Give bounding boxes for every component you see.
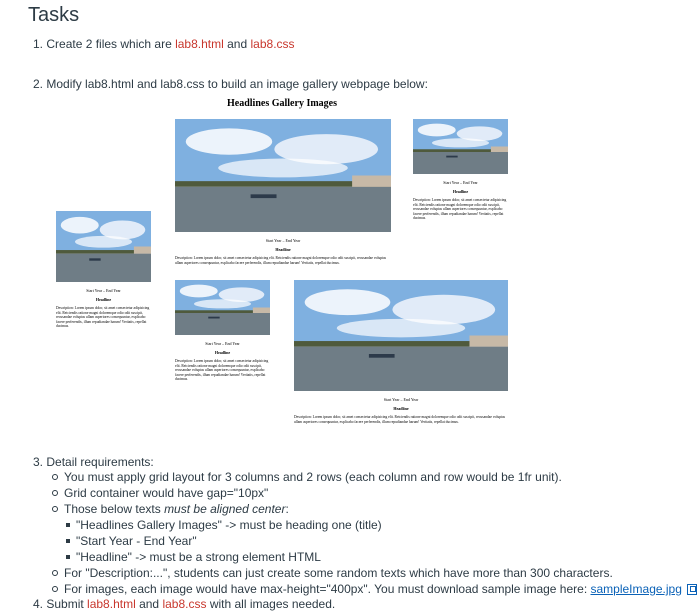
requirement-text: For images, each image would have max-height="400px". You must download sample image here: [64, 582, 591, 596]
bullet [66, 539, 70, 543]
card-headline: Headline [275, 247, 291, 252]
step-number: 1. [33, 37, 44, 51]
sub-requirement-item [66, 518, 382, 532]
step-text: Submit [46, 597, 88, 611]
file-name-html: lab8.html [175, 37, 224, 51]
requirement-text: Grid container would have gap="10px" [64, 486, 269, 500]
card-dates: Start Year – End Year [443, 180, 478, 185]
step-3 [33, 455, 154, 469]
download-icon[interactable] [687, 584, 697, 595]
bullet [52, 490, 58, 496]
requirement-text: : [285, 502, 289, 516]
card-description: Description: Lorem ipsum dolor, sit amet consectetur adipisicing elit. Reiciendis ratione magni doloremque odio odit suscipit, recusandae voluptas ullam asperiores consequuntur, explicabo facere perferendis, illum repudiandae harum! Veritatis, repellat ducimus. [175, 256, 387, 265]
gallery-card [175, 119, 391, 265]
sub-requirement-item [66, 534, 197, 548]
step-number: 4. [33, 597, 44, 611]
gallery-card [56, 211, 151, 329]
bullet [52, 586, 58, 592]
step-text: Create 2 files which are [46, 37, 176, 51]
card-description: Description: Lorem ipsum dolor, sit amet consectetur adipisicing elit. Reiciendis ratione magni doloremque odio odit suscipit, recusandae voluptas ullam asperiores consequuntur, explicabo facere perferendis, illum repudiandae harum! Veritatis, repellat ducimus. [294, 415, 506, 424]
bullet [66, 523, 70, 527]
emphasis-text: must be aligned center [164, 502, 286, 516]
card-dates: Start Year – End Year [383, 397, 419, 402]
gallery-photo [175, 280, 270, 335]
card-dates: Start Year – End Year [86, 288, 121, 293]
sub-requirement-text: "Start Year - End Year" [76, 534, 197, 548]
gallery-title: Headlines Gallery Images [227, 98, 337, 109]
step-text: with all images needed. [206, 597, 336, 611]
step-4 [33, 597, 335, 611]
step-text: Modify lab8.html and lab8.css to build an image gallery webpage below: [46, 77, 428, 91]
gallery-photo [413, 119, 508, 174]
bullet [52, 474, 58, 480]
file-name-css: lab8.css [250, 37, 295, 51]
step-2 [33, 77, 428, 91]
sub-requirement-item [66, 550, 321, 564]
card-dates: Start Year – End Year [205, 341, 240, 346]
card-description: Description: Lorem ipsum dolor, sit amet consectetur adipisicing elit. Reiciendis ratione magni doloremque odio odit suscipit, recusandae voluptas ullam asperiores consequuntur, explicabo facere perferendis, illum repudiandae harum! Veritatis, repellat ducimus. [56, 306, 150, 329]
requirement-item [52, 486, 268, 500]
card-headline: Headline [95, 297, 112, 302]
page-title: Tasks [28, 4, 80, 26]
gallery-photo [56, 211, 151, 282]
bullet [52, 506, 58, 512]
card-headline: Headline [452, 189, 469, 194]
requirement-item [52, 582, 697, 596]
conjunction: and [135, 597, 163, 611]
sample-image-link[interactable]: sampleImage.jpg [590, 582, 682, 596]
step-number: 2. [33, 77, 44, 91]
sub-requirement-text: "Headlines Gallery Images" -> must be heading one (title) [76, 518, 382, 532]
gallery-card [413, 119, 508, 221]
requirement-text: For "Description:...", students can just create some random texts which have more than 300 characters. [64, 566, 613, 580]
gallery-preview [0, 90, 628, 435]
requirement-text: Those below texts [64, 502, 165, 516]
card-description: Description: Lorem ipsum dolor, sit amet consectetur adipisicing elit. Reiciendis ratione magni doloremque odio odit suscipit, recusandae voluptas ullam asperiores consequuntur, explicabo facere perferendis, illum repudiandae harum! Veritatis, repellat ducimus. [413, 198, 507, 221]
gallery-card [294, 280, 508, 424]
sub-requirement-text: "Headline" -> must be a strong element HTML [76, 550, 321, 564]
file-name-html: lab8.html [87, 597, 136, 611]
step-1 [33, 37, 295, 51]
gallery-card [175, 280, 270, 382]
bullet [66, 555, 70, 559]
requirement-text: You must apply grid layout for 3 columns and 2 rows (each column and row would be 1fr unit). [64, 470, 562, 484]
gallery-photo [175, 119, 391, 232]
card-headline: Headline [393, 406, 409, 411]
conjunction: and [223, 37, 251, 51]
card-description: Description: Lorem ipsum dolor, sit amet consectetur adipisicing elit. Reiciendis ratione magni doloremque odio odit suscipit, recusandae voluptas ullam asperiores consequuntur, explicabo facere perferendis, illum repudiandae harum! Veritatis, repellat ducimus. [175, 359, 269, 382]
card-headline: Headline [214, 350, 231, 355]
requirement-item [52, 470, 562, 484]
step-title: Detail requirements: [46, 455, 154, 469]
requirement-item [52, 502, 289, 516]
card-dates: Start Year – End Year [265, 238, 301, 243]
step-number: 3. [33, 455, 44, 469]
bullet [52, 570, 58, 576]
gallery-photo [294, 280, 508, 391]
file-name-css: lab8.css [162, 597, 207, 611]
requirement-item [52, 566, 613, 580]
